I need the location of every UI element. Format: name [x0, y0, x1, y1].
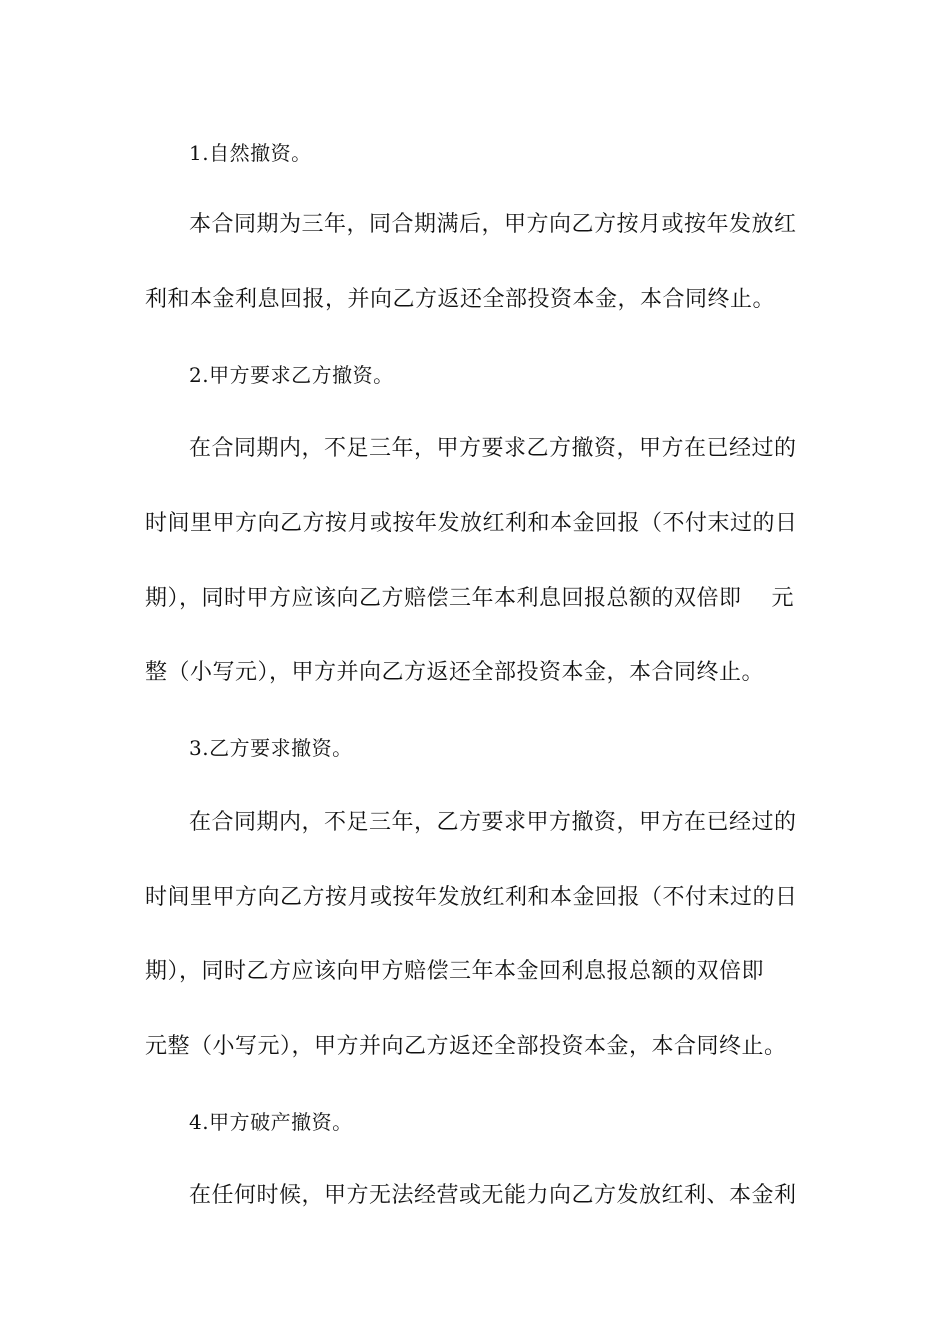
section-heading-4: 4.甲方破产撤资。	[189, 1110, 353, 1134]
paragraph-line: 元整（小写元），甲方并向乙方返还全部投资本金，本合同终止。	[145, 1034, 787, 1059]
paragraph-line: 本合同期为三年，同合期满后，甲方向乙方按月或按年发放红	[189, 212, 797, 237]
paragraph-line: 时间里甲方向乙方按月或按年发放红利和本金回报（不付末过的日	[145, 511, 798, 536]
paragraph-line: 期），同时甲方应该向乙方赔偿三年本利息回报总额的双倍即 元	[145, 586, 794, 611]
paragraph-line: 期），同时乙方应该向甲方赔偿三年本金回利息报总额的双倍即	[145, 959, 765, 984]
section-heading-1: 1.自然撤资。	[189, 141, 312, 165]
paragraph-line: 利和本金利息回报，并向乙方返还全部投资本金，本合同终止。	[145, 287, 776, 312]
paragraph-line: 时间里甲方向乙方按月或按年发放红利和本金回报（不付末过的日	[145, 885, 798, 910]
paragraph-line: 在任何时候，甲方无法经营或无能力向乙方发放红利、本金利	[189, 1183, 797, 1208]
paragraph-line: 在合同期内，不足三年，甲方要求乙方撤资，甲方在已经过的	[189, 436, 797, 461]
section-heading-2: 2.甲方要求乙方撤资。	[189, 363, 394, 387]
paragraph-line: 在合同期内，不足三年，乙方要求甲方撤资，甲方在已经过的	[189, 810, 797, 835]
paragraph-line: 整（小写元），甲方并向乙方返还全部投资本金，本合同终止。	[145, 660, 765, 685]
section-heading-3: 3.乙方要求撤资。	[189, 736, 353, 760]
